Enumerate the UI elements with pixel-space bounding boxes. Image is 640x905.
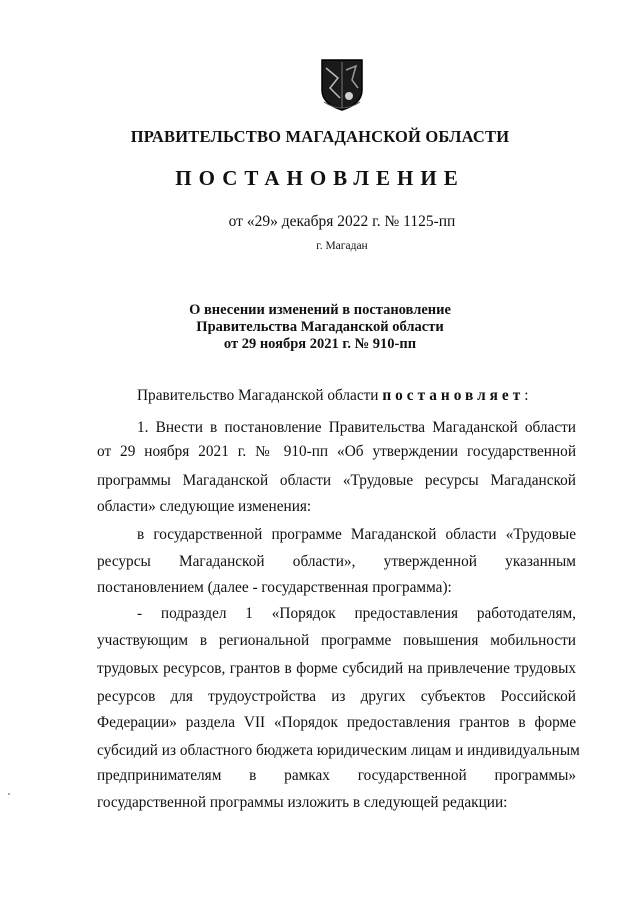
subject-line: Правительства Магаданской области xyxy=(196,319,444,335)
paragraph-line: 1. Внести в постановление Правительства Магаданской области xyxy=(137,419,576,436)
paragraph-line: участвующим в региональной программе повышения мобильности xyxy=(97,632,576,649)
paragraph-line: государственной программы изложить в следующей редакции: xyxy=(97,794,508,811)
paragraph-line: - подраздел 1 «Порядок предоставления работодателям, xyxy=(137,605,576,622)
paragraph-line: субсидий из областного бюджета юридическим лицам и индивидуальным xyxy=(97,742,580,759)
document-subject xyxy=(0,302,640,353)
paragraph-line: области» следующие изменения: xyxy=(97,498,312,515)
coat-of-arms-emblem xyxy=(318,58,366,112)
subject-line: от 29 ноября 2021 г. № 910-пп xyxy=(223,336,417,352)
subject-line: О внесении изменений в постановление xyxy=(189,302,451,318)
document-type: ПОСТАНОВЛЕНИЕ xyxy=(175,166,465,190)
scan-speck xyxy=(8,793,10,795)
government-name: ПРАВИТЕЛЬСТВО МАГАДАНСКОЙ ОБЛАСТИ xyxy=(130,127,510,146)
paragraph-line: от 29 ноября 2021 г. № 910-пп «Об утверждении государственной xyxy=(97,443,576,460)
intro-text: Правительство Магаданской области xyxy=(137,387,383,404)
intro-colon: : xyxy=(524,387,529,404)
paragraph-line: ресурсов для трудоустройства из других субъектов Российской xyxy=(97,688,576,705)
document-date-number: от «29» декабря 2022 г. № 1125-пп xyxy=(228,213,456,230)
paragraph-line: Федерации» раздела VII «Порядок предоставления грантов в форме xyxy=(97,714,576,731)
paragraph-line: программы Магаданской области «Трудовые ресурсы Магаданской xyxy=(97,472,576,489)
paragraph-line: трудовых ресурсов, грантов в форме субсидий на привлечение трудовых xyxy=(97,660,576,677)
intro-verb: постановляет xyxy=(382,387,525,404)
paragraph-line: постановлением (далее - государственная программа): xyxy=(97,579,452,596)
paragraph-line: предпринимателям в рамках государственной программы» xyxy=(97,767,576,784)
paragraph-line: в государственной программе Магаданской области «Трудовые xyxy=(137,526,576,543)
document-city: г. Магадан xyxy=(316,240,368,252)
intro-line xyxy=(137,387,577,405)
paragraph-line: ресурсы Магаданской области», утвержденной указанным xyxy=(97,553,576,570)
